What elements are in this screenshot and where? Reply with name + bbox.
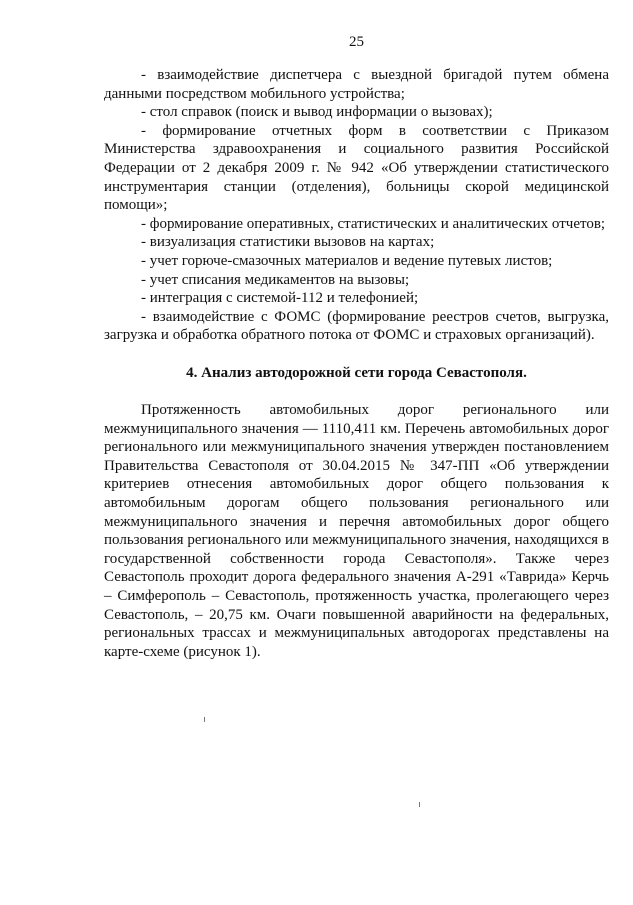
scan-speck: [419, 802, 420, 807]
list-item: - учет списания медикаментов на вызовы;: [141, 271, 410, 288]
list-item: - формирование отчетных форм в соответствии с Приказом Министерства здравоохранения и социального развития Российской Федерации от 2 декабря 2009 г. № 942 «Об утверждении статистического инструментария станции (отделения), больницы скорой медицинской помощи»;: [104, 122, 609, 214]
list-item: - стол справок (поиск и вывод информации о вызовах);: [141, 104, 493, 121]
page-number: 25: [349, 34, 364, 50]
list-item: - взаимодействие с ФОМС (формирование реестров счетов, выгрузка, загрузка и обработка обратного потока от ФОМС и страховых организаций).: [104, 308, 609, 344]
body-paragraph: Протяженность автомобильных дорог регионального или межмуниципального значения — 1110,411 км. Перечень автомобильных дорог регионального или межмуниципального значения утвержден постановлением Правительства Севастополя от 30.04.2015 № 347-ПП «Об утверждении критериев отнесения автомобильных дорог общего пользования к автомобильным дорогам общего пользования регионального или межмуниципального значения и перечня автомобильных дорог общего пользования регионального или межмуниципального значения, находящихся в государственной собственности города Севастополя». Также через Севастополь проходит дорога федерального значения А-291 «Таврида» Керчь – Симферополь – Севастополь, протяженность участка, пролегающего через Севастополь, – 20,75 км. Очаги повышенной аварийности на федеральных, региональных трассах и межмуниципальных автодорогах представлены на карте-схеме (рисунок 1).: [104, 402, 609, 660]
list-item: - взаимодействие диспетчера с выездной бригадой путем обмена данными посредством мобильного устройства;: [104, 67, 609, 102]
section-heading: 4. Анализ автодорожной сети города Севастополя.: [186, 365, 527, 381]
list-item: - визуализация статистики вызовов на картах;: [141, 234, 435, 251]
feature-list: [104, 66, 609, 345]
list-item: - интеграция с системой-112 и телефонией;: [141, 290, 419, 307]
scan-speck: [204, 717, 205, 722]
list-item: - формирование оперативных, статистических и аналитических отчетов;: [141, 215, 606, 232]
list-item: - учет горюче-смазочных материалов и ведение путевых листов;: [141, 252, 553, 269]
